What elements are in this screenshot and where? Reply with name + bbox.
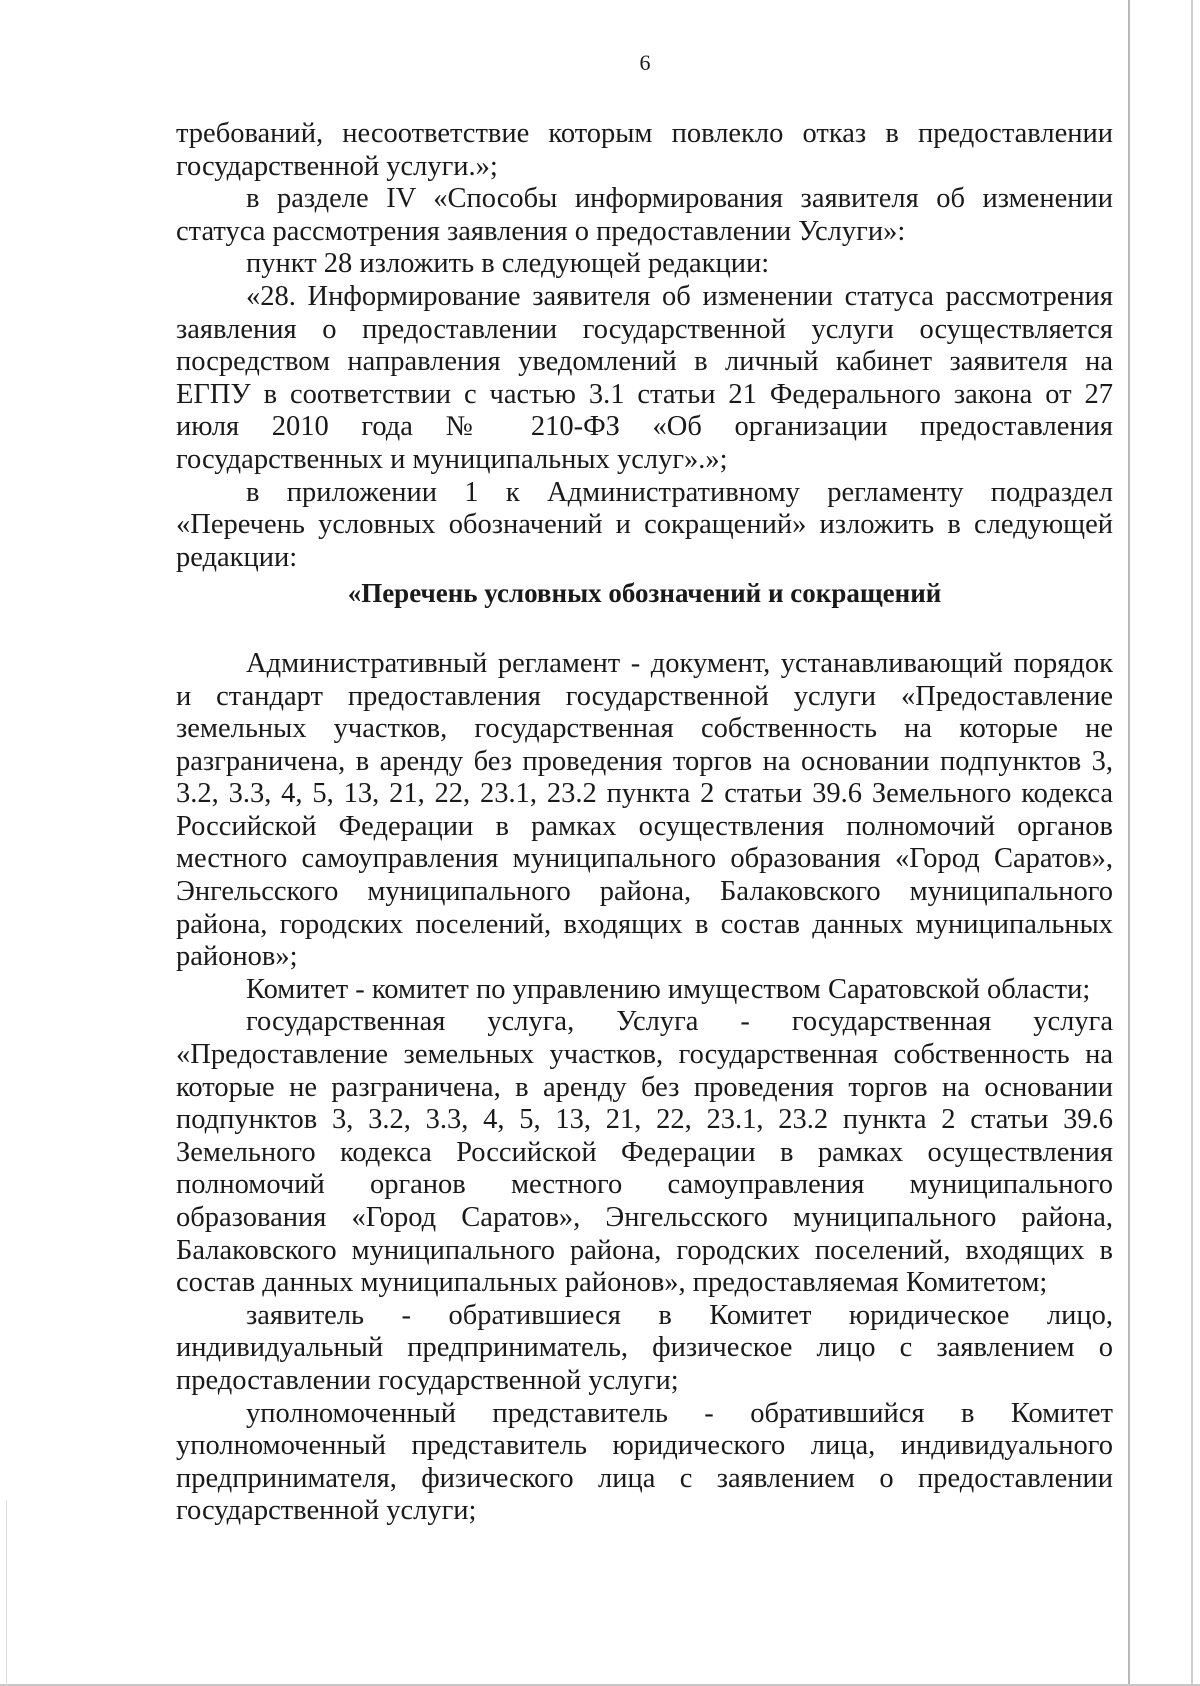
scan-edge-line <box>1128 0 1130 1686</box>
scan-edge-line-outer <box>1191 0 1193 1686</box>
scan-edge-left <box>6 1500 7 1686</box>
paragraph: требований, несоответствие которым повлекло отказ в предоставлении государственной услуги.»; <box>176 118 1113 182</box>
paragraph: в приложении 1 к Административному регламенту подраздел «Перечень условных обозначений и сокращений» изложить в следующей редакции: <box>176 476 1113 573</box>
definition-paragraph: заявитель - обратившиеся в Комитет юридическое лицо, индивидуальный предприниматель, физическое лицо с заявлением о предоставлении государственной услуги; <box>176 1299 1113 1396</box>
definition-paragraph: Комитет - комитет по управлению имуществом Саратовской области; <box>246 973 1091 1005</box>
definition-paragraph: государственная услуга, Услуга - государственная услуга «Предоставление земельных участков, государственная собственность на которые не разграничена, в аренду без проведения торгов на основании подпунктов 3, 3.2, 3.3, 4, 5, 13, 21, 22, 23.1, 23.2 пункта 2 статьи 39.6 Земельного кодекса Российской Федерации в рамках осуществления полномочий органов местного самоуправления муниципального образования «Город Саратов», Энгельсского муниципального района, Балаковского муниципального района, городских поселений, входящих в состав данных муниципальных районов», предоставляемая Комитетом; <box>176 1006 1113 1299</box>
paragraph: «28. Информирование заявителя об изменении статуса рассмотрения заявления о предоставлении государственной услуги осуществляется посредством направления уведомлений в личный кабинет заявителя на ЕГПУ в соответствии с частью 3.1 статьи 21 Федерального закона от 27 июля 2010 года № 210-ФЗ «Об организации предоставления государственных и муниципальных услуг».»; <box>176 280 1113 475</box>
section-heading: «Перечень условных обозначений и сокращений <box>347 578 942 609</box>
paragraph: пункт 28 изложить в следующей редакции: <box>246 248 770 280</box>
document-body <box>176 118 1113 1528</box>
page-number: 6 <box>639 50 651 75</box>
paragraph: в разделе IV «Способы информирования заявителя об изменении статуса рассмотрения заявления о предоставлении Услуги»: <box>176 183 1113 247</box>
definition-paragraph: уполномоченный представитель - обратившийся в Комитет уполномоченный представитель юридического лица, индивидуального предпринимателя, физического лица с заявлением о предоставлении государственной услуги; <box>176 1397 1113 1527</box>
definition-paragraph: Административный регламент - документ, устанавливающий порядок и стандарт предоставления государственной услуги «Предоставление земельных участков, государственная собственность на которые не разграничена, в аренду без проведения торгов на основании подпунктов 3, 3.2, 3.3, 4, 5, 13, 21, 22, 23.1, 23.2 пункта 2 статьи 39.6 Земельного кодекса Российской Федерации в рамках осуществления полномочий органов местного самоуправления муниципального образования «Город Саратов», Энгельсского муниципального района, Балаковского муниципального района, городских поселений, входящих в состав данных муниципальных районов»; <box>176 647 1113 973</box>
